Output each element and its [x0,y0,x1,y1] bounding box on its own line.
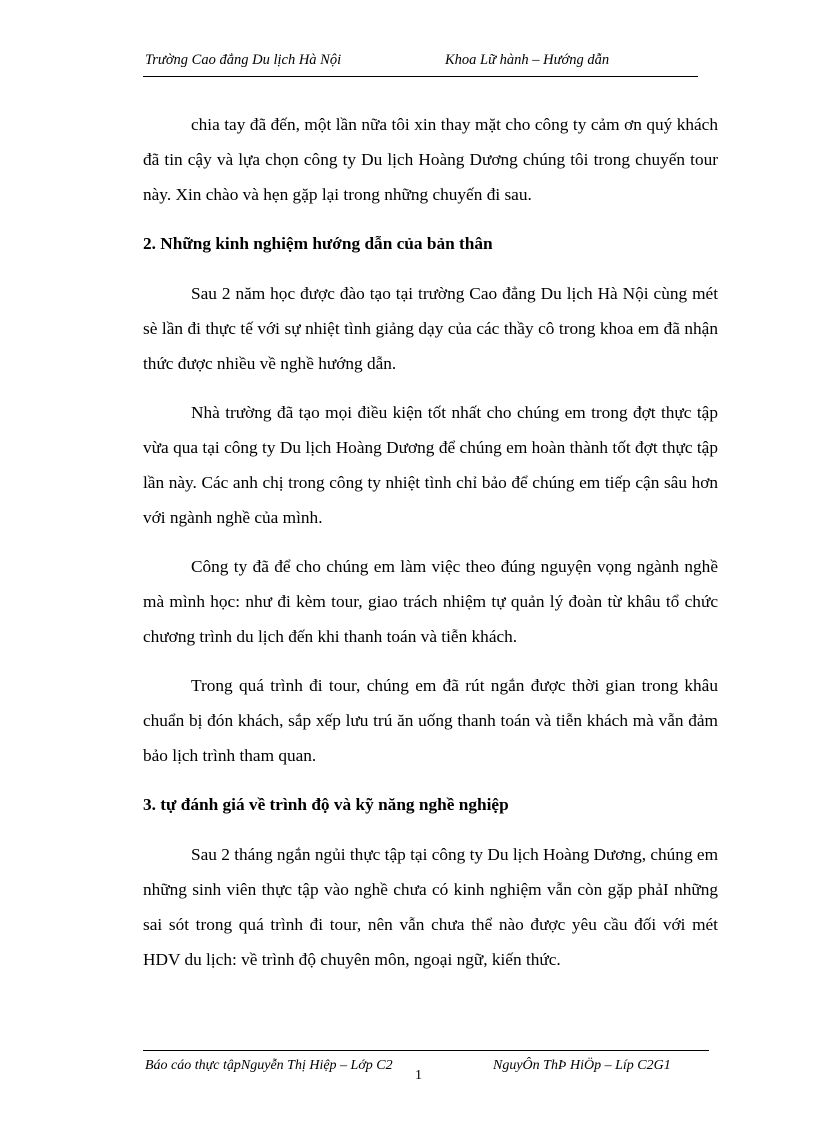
page-number: 1 [415,1068,422,1083]
document-body [143,107,718,991]
section-heading-3: 3. tự đánh giá về trình độ và kỹ năng nghề nghiệp [143,795,509,814]
paragraph-tour-process: Trong quá trình đi tour, chúng em đã rút ngắn được thời gian trong khâu chuẩn bị đón khách, sắp xếp lưu trú ăn uống thanh toán và tiễn khách mà vẫn đảm bảo lịch trình tham quan. [143,676,718,765]
footer-author-class: NguyÔn ThÞ HiÖp – Líp C2G1 [493,1058,671,1073]
header-school: Trường Cao đẳng Du lịch Hà Nội [145,52,342,68]
page-header [143,50,698,77]
paragraph-training: Sau 2 năm học được đào tạo tại trường Cao đẳng Du lịch Hà Nội cùng mét sè lần đi thực tế với sự nhiệt tình giảng dạy của các thầy cô trong khoa em đã nhận thức được nhiều về nghề hướng dẫn. [143,284,718,373]
paragraph-self-assessment: Sau 2 tháng ngắn ngủi thực tập tại công ty Du lịch Hoàng Dương, chúng em những sinh viên thực tập vào nghề chưa có kinh nghiệm vẫn còn gặp phảI những sai sót trong quá trình đi tour, nên vẫn chưa thể nào được yêu cầu đối với mét HDV du lịch: về trình độ chuyên môn, ngoại ngữ, kiến thức. [143,845,719,969]
paragraph-school-support: Nhà trường đã tạo mọi điều kiện tốt nhất cho chúng em trong đợt thực tập vừa qua tại công ty Du lịch Hoàng Dương để chúng em hoàn thành tốt đợt thực tập lần này. Các anh chị trong công ty nhiệt tình chỉ bảo để chúng em tiếp cận sâu hơn với ngành nghề của mình. [143,403,718,527]
paragraph-closing: chia tay đã đến, một lần nữa tôi xin thay mặt cho công ty cảm ơn quý khách đã tin cậy và lựa chọn công ty Du lịch Hoàng Dương chúng tôi trong chuyến tour này. Xin chào và hẹn gặp lại trong những chuyến đi sau. [143,115,718,204]
footer-report-author: Báo cáo thực tậpNguyễn Thị Hiệp – Lớp C2 [145,1058,393,1073]
header-department: Khoa Lữ hành – Hướng dẫn [445,52,610,68]
page-footer [143,1050,709,1081]
paragraph-company-work: Công ty đã để cho chúng em làm việc theo đúng nguyện vọng ngành nghề mà mình học: như đi kèm tour, giao trách nhiệm tự quản lý đoàn từ khâu tổ chức chương trình du lịch đến khi thanh toán và tiễn khách. [143,557,718,646]
section-heading-2: 2. Những kinh nghiệm hướng dẫn của bản thân [143,234,493,253]
